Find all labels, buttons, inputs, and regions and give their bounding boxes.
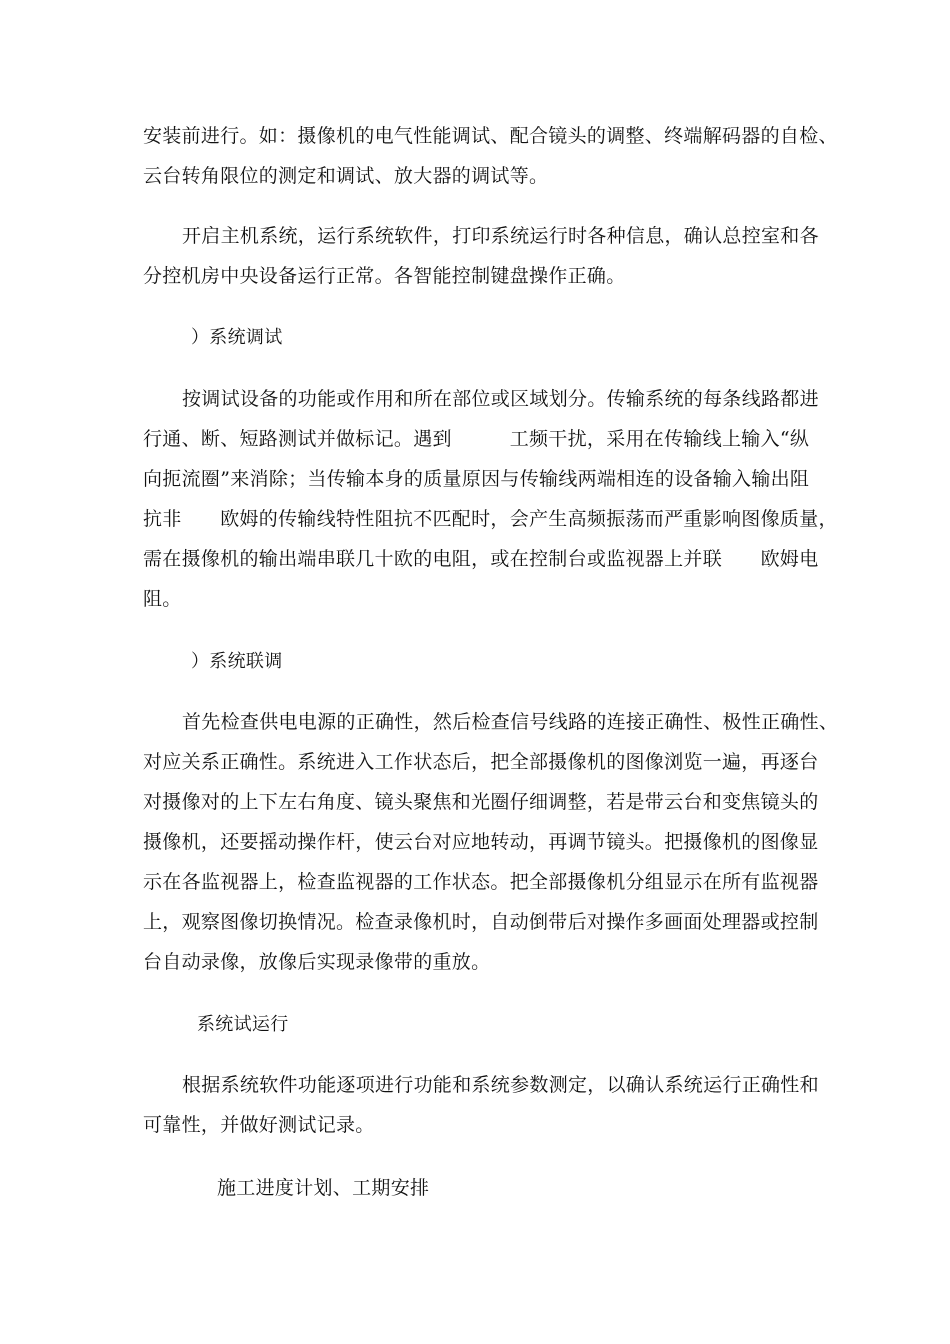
- paragraph-line: 安装前进行。如：摄像机的电气性能调试、配合镜头的调整、终端解码器的自检、: [143, 125, 838, 147]
- paragraph-line: 对摄像对的上下左右角度、镜头聚焦和光圈仔细调整，若是带云台和变焦镜头的: [143, 791, 819, 813]
- paragraph-line: 开启主机系统，运行系统软件，打印系统运行时各种信息，确认总控室和各: [182, 225, 819, 247]
- paragraph-line: 向扼流圈”来消除；当传输本身的质量原因与传输线两端相连的设备输入输出阻: [143, 468, 810, 490]
- paragraph-line: 上，观察图像切换情况。检查录像机时，自动倒带后对操作多画面处理器或控制: [143, 911, 819, 933]
- paragraph-line: 可靠性，并做好测试记录。: [143, 1114, 375, 1136]
- paragraph-line: 抗非 欧姆的传输线特性阻抗不匹配时，会产生高频振荡而严重影响图像质量，: [143, 508, 838, 530]
- paragraph-line: 阻。: [143, 588, 182, 610]
- paragraph-line: 分控机房中央设备运行正常。各智能控制键盘操作正确。: [143, 265, 626, 287]
- paragraph-line: 摄像机，还要摇动操作杆，使云台对应地转动，再调节镜头。把摄像机的图像显: [143, 831, 819, 853]
- paragraph-line: 按调试设备的功能或作用和所在部位或区域划分。传输系统的每条线路都进: [182, 388, 819, 410]
- paragraph-line: 示在各监视器上，检查监视器的工作状态。把全部摄像机分组显示在所有监视器: [143, 871, 819, 893]
- paragraph-line: 行通、断、短路测试并做标记。遇到 工频干扰，采用在传输线上输入“纵: [143, 428, 810, 450]
- paragraph-line: 云台转角限位的测定和调试、放大器的调试等。: [143, 165, 549, 187]
- paragraph-line: 需在摄像机的输出端串联几十欧的电阻，或在控制台或监视器上并联 欧姆电: [143, 548, 819, 570]
- section-heading: ）系统调试: [191, 327, 283, 348]
- paragraph-line: 对应关系正确性。系统进入工作状态后，把全部摄像机的图像浏览一遍，再逐台: [143, 751, 819, 773]
- section-heading: 施工进度计划、工期安排: [217, 1177, 430, 1199]
- section-heading: 系统试运行: [197, 1014, 289, 1035]
- section-heading: ）系统联调: [191, 651, 283, 672]
- paragraph-line: 台自动录像，放像后实现录像带的重放。: [143, 951, 491, 973]
- paragraph-line: 首先检查供电电源的正确性，然后检查信号线路的连接正确性、极性正确性、: [182, 711, 839, 733]
- paragraph-line: 根据系统软件功能逐项进行功能和系统参数测定，以确认系统运行正确性和: [182, 1074, 819, 1096]
